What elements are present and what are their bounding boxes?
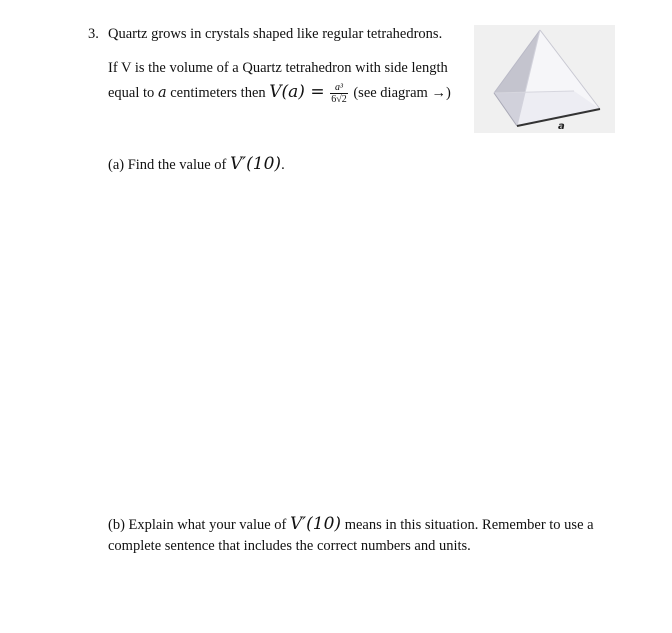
part-a: [108, 152, 285, 177]
see-diagram-text: (see diagram →): [353, 85, 451, 101]
part-a-suffix: .: [281, 157, 285, 173]
question-number: 3.: [88, 26, 99, 42]
part-b-line-2: complete sentence that includes the correct numbers and units.: [108, 538, 471, 554]
part-b-expression: V′(10): [290, 514, 342, 534]
question-title: Quartz grows in crystals shaped like regular tetrahedrons.: [108, 26, 443, 42]
equal-to-text: equal to: [108, 85, 155, 101]
centimeters-text: centimeters then: [170, 85, 266, 101]
part-b-prefix: (b) Explain what your value of: [108, 517, 287, 533]
tetrahedron-drawing: [474, 25, 615, 133]
fraction-denominator: 6√2: [331, 94, 347, 106]
volume-function: V(a) =: [269, 82, 325, 102]
variable-a: a: [157, 85, 167, 101]
fraction-numerator: a³: [330, 82, 348, 94]
tetrahedron-diagram: [474, 25, 615, 133]
part-b-suffix: means in this situation. Remember to use a: [344, 517, 594, 533]
question-line-2: If V is the volume of a Quartz tetrahedron with side length: [108, 60, 448, 76]
volume-fraction: [330, 82, 348, 105]
question-line-3: [108, 80, 451, 105]
side-label-a: a: [558, 121, 565, 132]
part-a-expression: V′(10): [230, 154, 282, 174]
part-a-prefix: (a) Find the value of: [108, 157, 227, 173]
part-b-line-1: [108, 512, 594, 537]
